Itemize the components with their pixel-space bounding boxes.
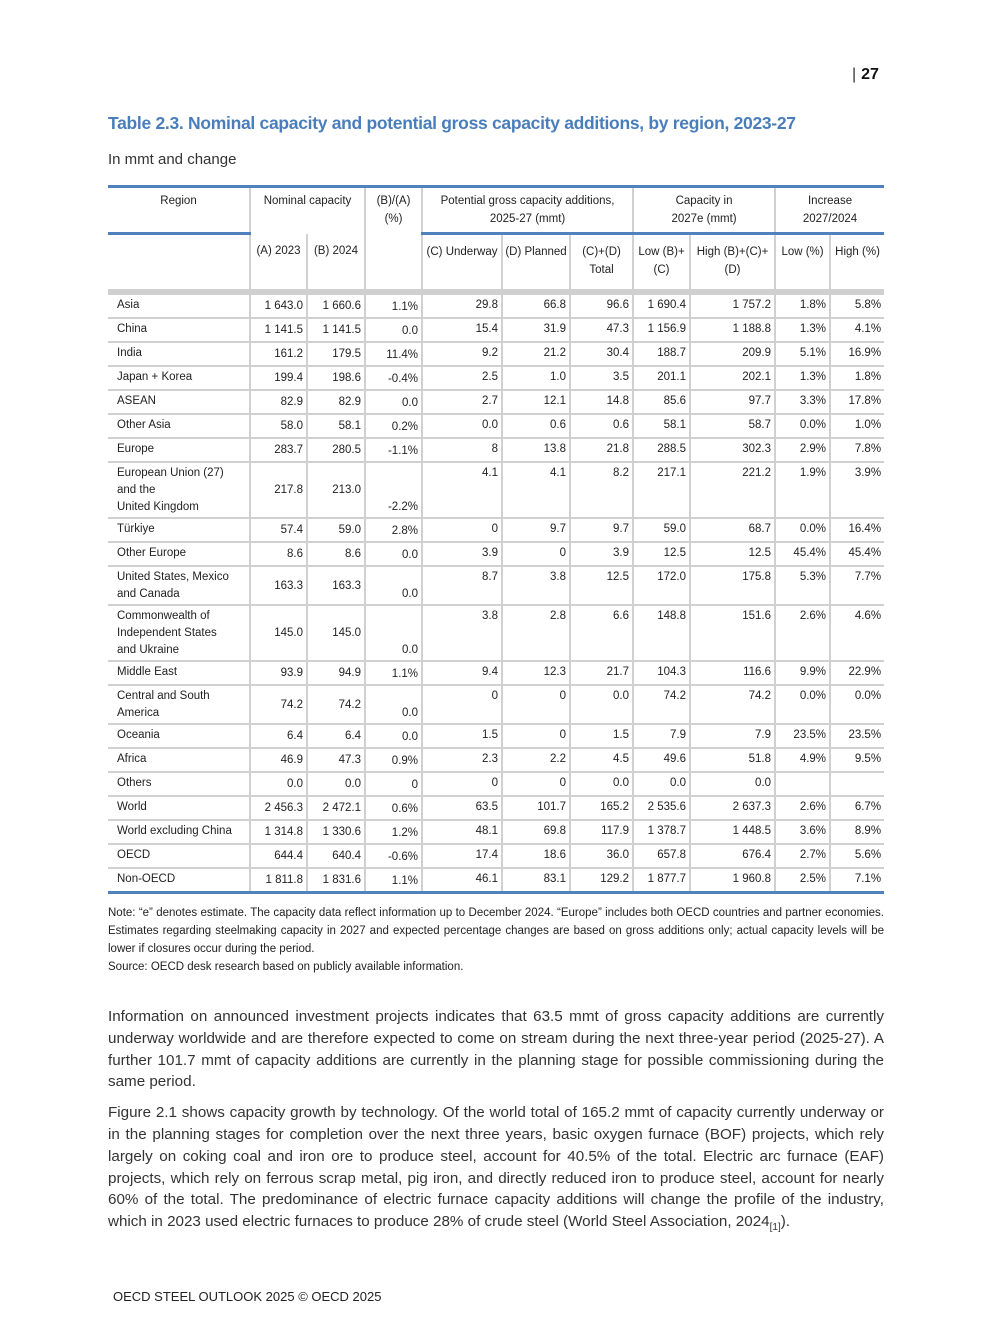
subheader-cell: High (B)+(C)+(D): [690, 234, 775, 293]
value-cell: 175.8: [690, 566, 775, 605]
value-cell: 82.9: [307, 390, 365, 414]
value-cell: 8.6: [307, 542, 365, 566]
value-cell: 1 660.6: [307, 292, 365, 318]
value-cell: 1.3%: [775, 366, 830, 390]
value-cell: 3.3%: [775, 390, 830, 414]
value-cell: 9.5%: [830, 748, 884, 772]
value-cell: 644.4: [250, 844, 307, 868]
subheader-cell: High (%): [830, 234, 884, 293]
value-cell: 59.0: [633, 518, 690, 542]
page-footer: OECD STEEL OUTLOOK 2025 © OECD 2025: [113, 1289, 382, 1304]
value-cell: 9.7: [570, 518, 633, 542]
value-cell: 6.4: [307, 724, 365, 748]
value-cell: 13.8: [502, 438, 570, 462]
value-cell: 0.0%: [775, 414, 830, 438]
table-row: [108, 366, 884, 390]
value-cell: 63.5: [422, 796, 502, 820]
value-cell: 2.5: [422, 366, 502, 390]
value-cell: 2.6%: [775, 605, 830, 661]
value-cell: 46.9: [250, 748, 307, 772]
value-cell: 16.4%: [830, 518, 884, 542]
value-cell: 4.6%: [830, 605, 884, 661]
paragraph-2-end: ).: [780, 1213, 791, 1231]
table-title: Table 2.3. Nominal capacity and potential gross capacity additions, by region, 2023-27: [108, 113, 796, 133]
source-text: Source: OECD desk research based on publicly available information.: [108, 961, 464, 973]
value-cell: 0: [365, 772, 422, 796]
value-cell: 21.2: [502, 342, 570, 366]
region-cell: Asia: [108, 292, 250, 318]
value-cell: 7.9: [690, 724, 775, 748]
value-cell: 209.9: [690, 342, 775, 366]
table-row: [108, 390, 884, 414]
value-cell: 51.8: [690, 748, 775, 772]
value-cell: 2 472.1: [307, 796, 365, 820]
value-cell: 12.5: [570, 566, 633, 605]
region-cell: China: [108, 318, 250, 342]
value-cell: 1 314.8: [250, 820, 307, 844]
value-cell: 1 831.6: [307, 868, 365, 893]
value-cell: 0: [502, 685, 570, 724]
value-cell: 640.4: [307, 844, 365, 868]
value-cell: 45.4%: [775, 542, 830, 566]
value-cell: 58.1: [633, 414, 690, 438]
value-cell: 23.5%: [775, 724, 830, 748]
value-cell: 74.2: [250, 685, 307, 724]
table-row: [108, 724, 884, 748]
value-cell: 11.4%: [365, 342, 422, 366]
subheader-cell: (A) 2023: [250, 234, 307, 293]
value-cell: 3.5: [570, 366, 633, 390]
table-row: [108, 438, 884, 462]
value-cell: 1 757.2: [690, 292, 775, 318]
value-cell: [775, 772, 830, 796]
value-cell: 14.8: [570, 390, 633, 414]
value-cell: 0.9%: [365, 748, 422, 772]
value-cell: 8.6: [250, 542, 307, 566]
value-cell: 1.1%: [365, 292, 422, 318]
value-cell: 8.2: [570, 462, 633, 518]
value-cell: 97.7: [690, 390, 775, 414]
value-cell: -2.2%: [365, 462, 422, 518]
paragraph-2-text: Figure 2.1 shows capacity growth by technology. Of the world total of 165.2 mmt of capacity currently underway or in the planning stages for completion over the next three years, basic oxygen furnace (BOF) projects, which rely largely on coking coal and iron ore to produce steel, account for 40.5% of the total. Electric arc furnace (EAF) projects, which rely on ferrous scrap metal, pig iron, and directly reduced iron to produce steel, account for nearly 60% of the total. The predominance of electric furnace capacity additions will change the profile of the industry, which in 2023 used electric furnaces to produce 28% of crude steel (World Steel Association, 2024: [108, 1104, 884, 1231]
value-cell: 0.0: [365, 542, 422, 566]
value-cell: 0.0: [422, 414, 502, 438]
value-cell: 8.9%: [830, 820, 884, 844]
value-cell: 2 637.3: [690, 796, 775, 820]
region-cell: India: [108, 342, 250, 366]
region-cell: Türkiye: [108, 518, 250, 542]
capacity-table: [108, 185, 884, 894]
table-row: [108, 685, 884, 724]
region-cell: Non-OECD: [108, 868, 250, 893]
value-cell: 47.3: [570, 318, 633, 342]
value-cell: 0.0: [365, 318, 422, 342]
value-cell: 0.0: [365, 724, 422, 748]
table-row: [108, 661, 884, 685]
value-cell: 217.1: [633, 462, 690, 518]
value-cell: 2.3: [422, 748, 502, 772]
page-number: | 27: [852, 66, 879, 83]
header-additions: Potential gross capacity additions, 2025-27 (mmt): [422, 187, 633, 234]
table-row: [108, 518, 884, 542]
value-cell: 1 960.8: [690, 868, 775, 893]
value-cell: 0: [422, 518, 502, 542]
value-cell: 302.3: [690, 438, 775, 462]
value-cell: 5.8%: [830, 292, 884, 318]
value-cell: 280.5: [307, 438, 365, 462]
value-cell: 49.6: [633, 748, 690, 772]
value-cell: 5.3%: [775, 566, 830, 605]
region-cell: World: [108, 796, 250, 820]
value-cell: 1.1%: [365, 868, 422, 893]
value-cell: 221.2: [690, 462, 775, 518]
value-cell: 1.1%: [365, 661, 422, 685]
value-cell: 57.4: [250, 518, 307, 542]
value-cell: 1 690.4: [633, 292, 690, 318]
value-cell: 69.8: [502, 820, 570, 844]
region-cell: Commonwealth of Independent States and Ukraine: [108, 605, 250, 661]
value-cell: 676.4: [690, 844, 775, 868]
table-row: [108, 292, 884, 318]
value-cell: 3.9%: [830, 462, 884, 518]
subheader-cell: (D) Planned: [502, 234, 570, 293]
value-cell: 1 643.0: [250, 292, 307, 318]
value-cell: 7.7%: [830, 566, 884, 605]
value-cell: 657.8: [633, 844, 690, 868]
value-cell: 47.3: [307, 748, 365, 772]
region-cell: Japan + Korea: [108, 366, 250, 390]
value-cell: 0: [422, 685, 502, 724]
header-region: Region: [108, 187, 250, 234]
value-cell: 6.4: [250, 724, 307, 748]
paragraph-2: [108, 1102, 884, 1239]
value-cell: 74.2: [633, 685, 690, 724]
value-cell: 36.0: [570, 844, 633, 868]
value-cell: 1.8%: [775, 292, 830, 318]
region-cell: Other Asia: [108, 414, 250, 438]
value-cell: 5.6%: [830, 844, 884, 868]
value-cell: 7.9: [633, 724, 690, 748]
value-cell: 58.1: [307, 414, 365, 438]
value-cell: 117.9: [570, 820, 633, 844]
region-cell: World excluding China: [108, 820, 250, 844]
note-text: Note: “e” denotes estimate. The capacity data reflect information up to December 2024. “Europe” includes both OECD countries and partner economies. Estimates regarding steelmaking capacity in 2027 and expected percentage changes are based on gross additions only; actual capacity levels will be lower if closures occur during the period.: [108, 907, 884, 955]
header-region-blank: [108, 234, 250, 293]
value-cell: -0.6%: [365, 844, 422, 868]
value-cell: 29.8: [422, 292, 502, 318]
table-row: [108, 796, 884, 820]
table-row: [108, 342, 884, 366]
value-cell: 46.1: [422, 868, 502, 893]
value-cell: 48.1: [422, 820, 502, 844]
value-cell: 58.7: [690, 414, 775, 438]
table-subtitle: In mmt and change: [108, 151, 237, 168]
value-cell: 66.8: [502, 292, 570, 318]
header-increase: Increase 2027/2024: [775, 187, 884, 234]
value-cell: 93.9: [250, 661, 307, 685]
value-cell: 0: [502, 772, 570, 796]
subheader-cell: (B) 2024: [307, 234, 365, 293]
value-cell: 1 156.9: [633, 318, 690, 342]
value-cell: 4.5: [570, 748, 633, 772]
table-row: [108, 605, 884, 661]
value-cell: 1 877.7: [633, 868, 690, 893]
value-cell: 0.0: [365, 566, 422, 605]
value-cell: 9.2: [422, 342, 502, 366]
value-cell: 1.5: [570, 724, 633, 748]
value-cell: 0.6: [502, 414, 570, 438]
value-cell: 0.0%: [775, 685, 830, 724]
table-note: [108, 904, 884, 976]
subheader-cell: (C)+(D) Total: [570, 234, 633, 293]
value-cell: 22.9%: [830, 661, 884, 685]
value-cell: 163.3: [307, 566, 365, 605]
table-row: [108, 844, 884, 868]
value-cell: 3.9: [570, 542, 633, 566]
value-cell: -0.4%: [365, 366, 422, 390]
value-cell: 0.0: [307, 772, 365, 796]
value-cell: 9.7: [502, 518, 570, 542]
value-cell: 179.5: [307, 342, 365, 366]
value-cell: 12.3: [502, 661, 570, 685]
value-cell: 129.2: [570, 868, 633, 893]
table-row: [108, 868, 884, 893]
value-cell: 2 456.3: [250, 796, 307, 820]
value-cell: 68.7: [690, 518, 775, 542]
value-cell: 2.8: [502, 605, 570, 661]
value-cell: 1 448.5: [690, 820, 775, 844]
value-cell: 30.4: [570, 342, 633, 366]
value-cell: 3.6%: [775, 820, 830, 844]
value-cell: 7.8%: [830, 438, 884, 462]
value-cell: 59.0: [307, 518, 365, 542]
value-cell: 15.4: [422, 318, 502, 342]
value-cell: 1 188.8: [690, 318, 775, 342]
table-row: [108, 542, 884, 566]
value-cell: 0.6: [570, 414, 633, 438]
value-cell: 0.0: [633, 772, 690, 796]
subheader-cell: Low (%): [775, 234, 830, 293]
subheader-cell: (C) Underway: [422, 234, 502, 293]
value-cell: 2.9%: [775, 438, 830, 462]
value-cell: 172.0: [633, 566, 690, 605]
region-cell: United States, Mexico and Canada: [108, 566, 250, 605]
value-cell: 202.1: [690, 366, 775, 390]
value-cell: 0: [502, 724, 570, 748]
value-cell: 145.0: [307, 605, 365, 661]
value-cell: 2.8%: [365, 518, 422, 542]
table-row: [108, 748, 884, 772]
value-cell: 1.2%: [365, 820, 422, 844]
value-cell: 23.5%: [830, 724, 884, 748]
page-number-text: 27: [861, 66, 879, 83]
value-cell: 116.6: [690, 661, 775, 685]
page-content: [108, 112, 884, 1344]
value-cell: 5.1%: [775, 342, 830, 366]
table-row: [108, 772, 884, 796]
value-cell: -1.1%: [365, 438, 422, 462]
value-cell: 82.9: [250, 390, 307, 414]
value-cell: 217.8: [250, 462, 307, 518]
region-cell: Other Europe: [108, 542, 250, 566]
table-row: [108, 566, 884, 605]
value-cell: 21.7: [570, 661, 633, 685]
value-cell: 6.6: [570, 605, 633, 661]
value-cell: 31.9: [502, 318, 570, 342]
value-cell: 1 141.5: [250, 318, 307, 342]
value-cell: 0.0: [250, 772, 307, 796]
value-cell: 4.1: [502, 462, 570, 518]
table-row: [108, 318, 884, 342]
value-cell: 188.7: [633, 342, 690, 366]
value-cell: 0.0%: [830, 685, 884, 724]
subheader-cell: Low (B)+(C): [633, 234, 690, 293]
reference-link[interactable]: [1]: [769, 1222, 781, 1234]
value-cell: 2.5%: [775, 868, 830, 893]
region-cell: Africa: [108, 748, 250, 772]
value-cell: 1 141.5: [307, 318, 365, 342]
value-cell: 1 811.8: [250, 868, 307, 893]
value-cell: 0.0: [365, 605, 422, 661]
table-row: [108, 462, 884, 518]
value-cell: 0.0: [570, 772, 633, 796]
value-cell: 17.8%: [830, 390, 884, 414]
value-cell: 101.7: [502, 796, 570, 820]
value-cell: 201.1: [633, 366, 690, 390]
paragraph-1: Information on announced investment projects indicates that 63.5 mmt of gross capacity additions are currently underway worldwide and are therefore expected to come on stream during the next three-year period (2025-27). A further 101.7 mmt of capacity additions are currently in the planning stage for possible commissioning during the same period.: [108, 1008, 884, 1091]
value-cell: 0.0: [570, 685, 633, 724]
value-cell: 3.8: [502, 566, 570, 605]
value-cell: 1.9%: [775, 462, 830, 518]
value-cell: 8: [422, 438, 502, 462]
value-cell: 21.8: [570, 438, 633, 462]
value-cell: 283.7: [250, 438, 307, 462]
value-cell: 1 378.7: [633, 820, 690, 844]
value-cell: 0.0: [365, 390, 422, 414]
value-cell: 7.1%: [830, 868, 884, 893]
value-cell: 1.0: [502, 366, 570, 390]
value-cell: 9.9%: [775, 661, 830, 685]
value-cell: 4.9%: [775, 748, 830, 772]
table-row: [108, 820, 884, 844]
region-cell: Europe: [108, 438, 250, 462]
value-cell: 85.6: [633, 390, 690, 414]
value-cell: 12.1: [502, 390, 570, 414]
value-cell: 16.9%: [830, 342, 884, 366]
value-cell: 1.5: [422, 724, 502, 748]
value-cell: 4.1%: [830, 318, 884, 342]
value-cell: 104.3: [633, 661, 690, 685]
value-cell: 3.8: [422, 605, 502, 661]
value-cell: 0: [502, 542, 570, 566]
value-cell: 288.5: [633, 438, 690, 462]
value-cell: 151.6: [690, 605, 775, 661]
region-cell: European Union (27) and the United Kingdom: [108, 462, 250, 518]
table-row: [108, 414, 884, 438]
value-cell: 6.7%: [830, 796, 884, 820]
value-cell: 199.4: [250, 366, 307, 390]
value-cell: 161.2: [250, 342, 307, 366]
value-cell: 18.6: [502, 844, 570, 868]
value-cell: 12.5: [633, 542, 690, 566]
value-cell: 0.0: [365, 685, 422, 724]
value-cell: 0.6%: [365, 796, 422, 820]
region-cell: OECD: [108, 844, 250, 868]
value-cell: 2.6%: [775, 796, 830, 820]
region-cell: Others: [108, 772, 250, 796]
region-cell: Middle East: [108, 661, 250, 685]
value-cell: 1 330.6: [307, 820, 365, 844]
value-cell: 0.0: [690, 772, 775, 796]
value-cell: 2.2: [502, 748, 570, 772]
value-cell: 2 535.6: [633, 796, 690, 820]
value-cell: 83.1: [502, 868, 570, 893]
region-cell: Central and South America: [108, 685, 250, 724]
value-cell: [830, 772, 884, 796]
value-cell: 96.6: [570, 292, 633, 318]
value-cell: 2.7: [422, 390, 502, 414]
value-cell: 1.8%: [830, 366, 884, 390]
header-capacity-2027: Capacity in 2027e (mmt): [633, 187, 775, 234]
value-cell: 17.4: [422, 844, 502, 868]
value-cell: 2.7%: [775, 844, 830, 868]
value-cell: 9.4: [422, 661, 502, 685]
value-cell: 74.2: [307, 685, 365, 724]
value-cell: 1.3%: [775, 318, 830, 342]
value-cell: 213.0: [307, 462, 365, 518]
value-cell: 58.0: [250, 414, 307, 438]
value-cell: 145.0: [250, 605, 307, 661]
value-cell: 163.3: [250, 566, 307, 605]
value-cell: 4.1: [422, 462, 502, 518]
value-cell: 94.9: [307, 661, 365, 685]
header-nominal-capacity: Nominal capacity: [250, 187, 365, 234]
value-cell: 74.2: [690, 685, 775, 724]
region-cell: ASEAN: [108, 390, 250, 414]
value-cell: 3.9: [422, 542, 502, 566]
value-cell: 165.2: [570, 796, 633, 820]
region-cell: Oceania: [108, 724, 250, 748]
value-cell: 0.0%: [775, 518, 830, 542]
value-cell: 1.0%: [830, 414, 884, 438]
value-cell: 8.7: [422, 566, 502, 605]
header-ratio: (B)/(A) (%): [365, 187, 422, 293]
value-cell: 12.5: [690, 542, 775, 566]
value-cell: 198.6: [307, 366, 365, 390]
value-cell: 0: [422, 772, 502, 796]
value-cell: 148.8: [633, 605, 690, 661]
value-cell: 45.4%: [830, 542, 884, 566]
value-cell: 0.2%: [365, 414, 422, 438]
